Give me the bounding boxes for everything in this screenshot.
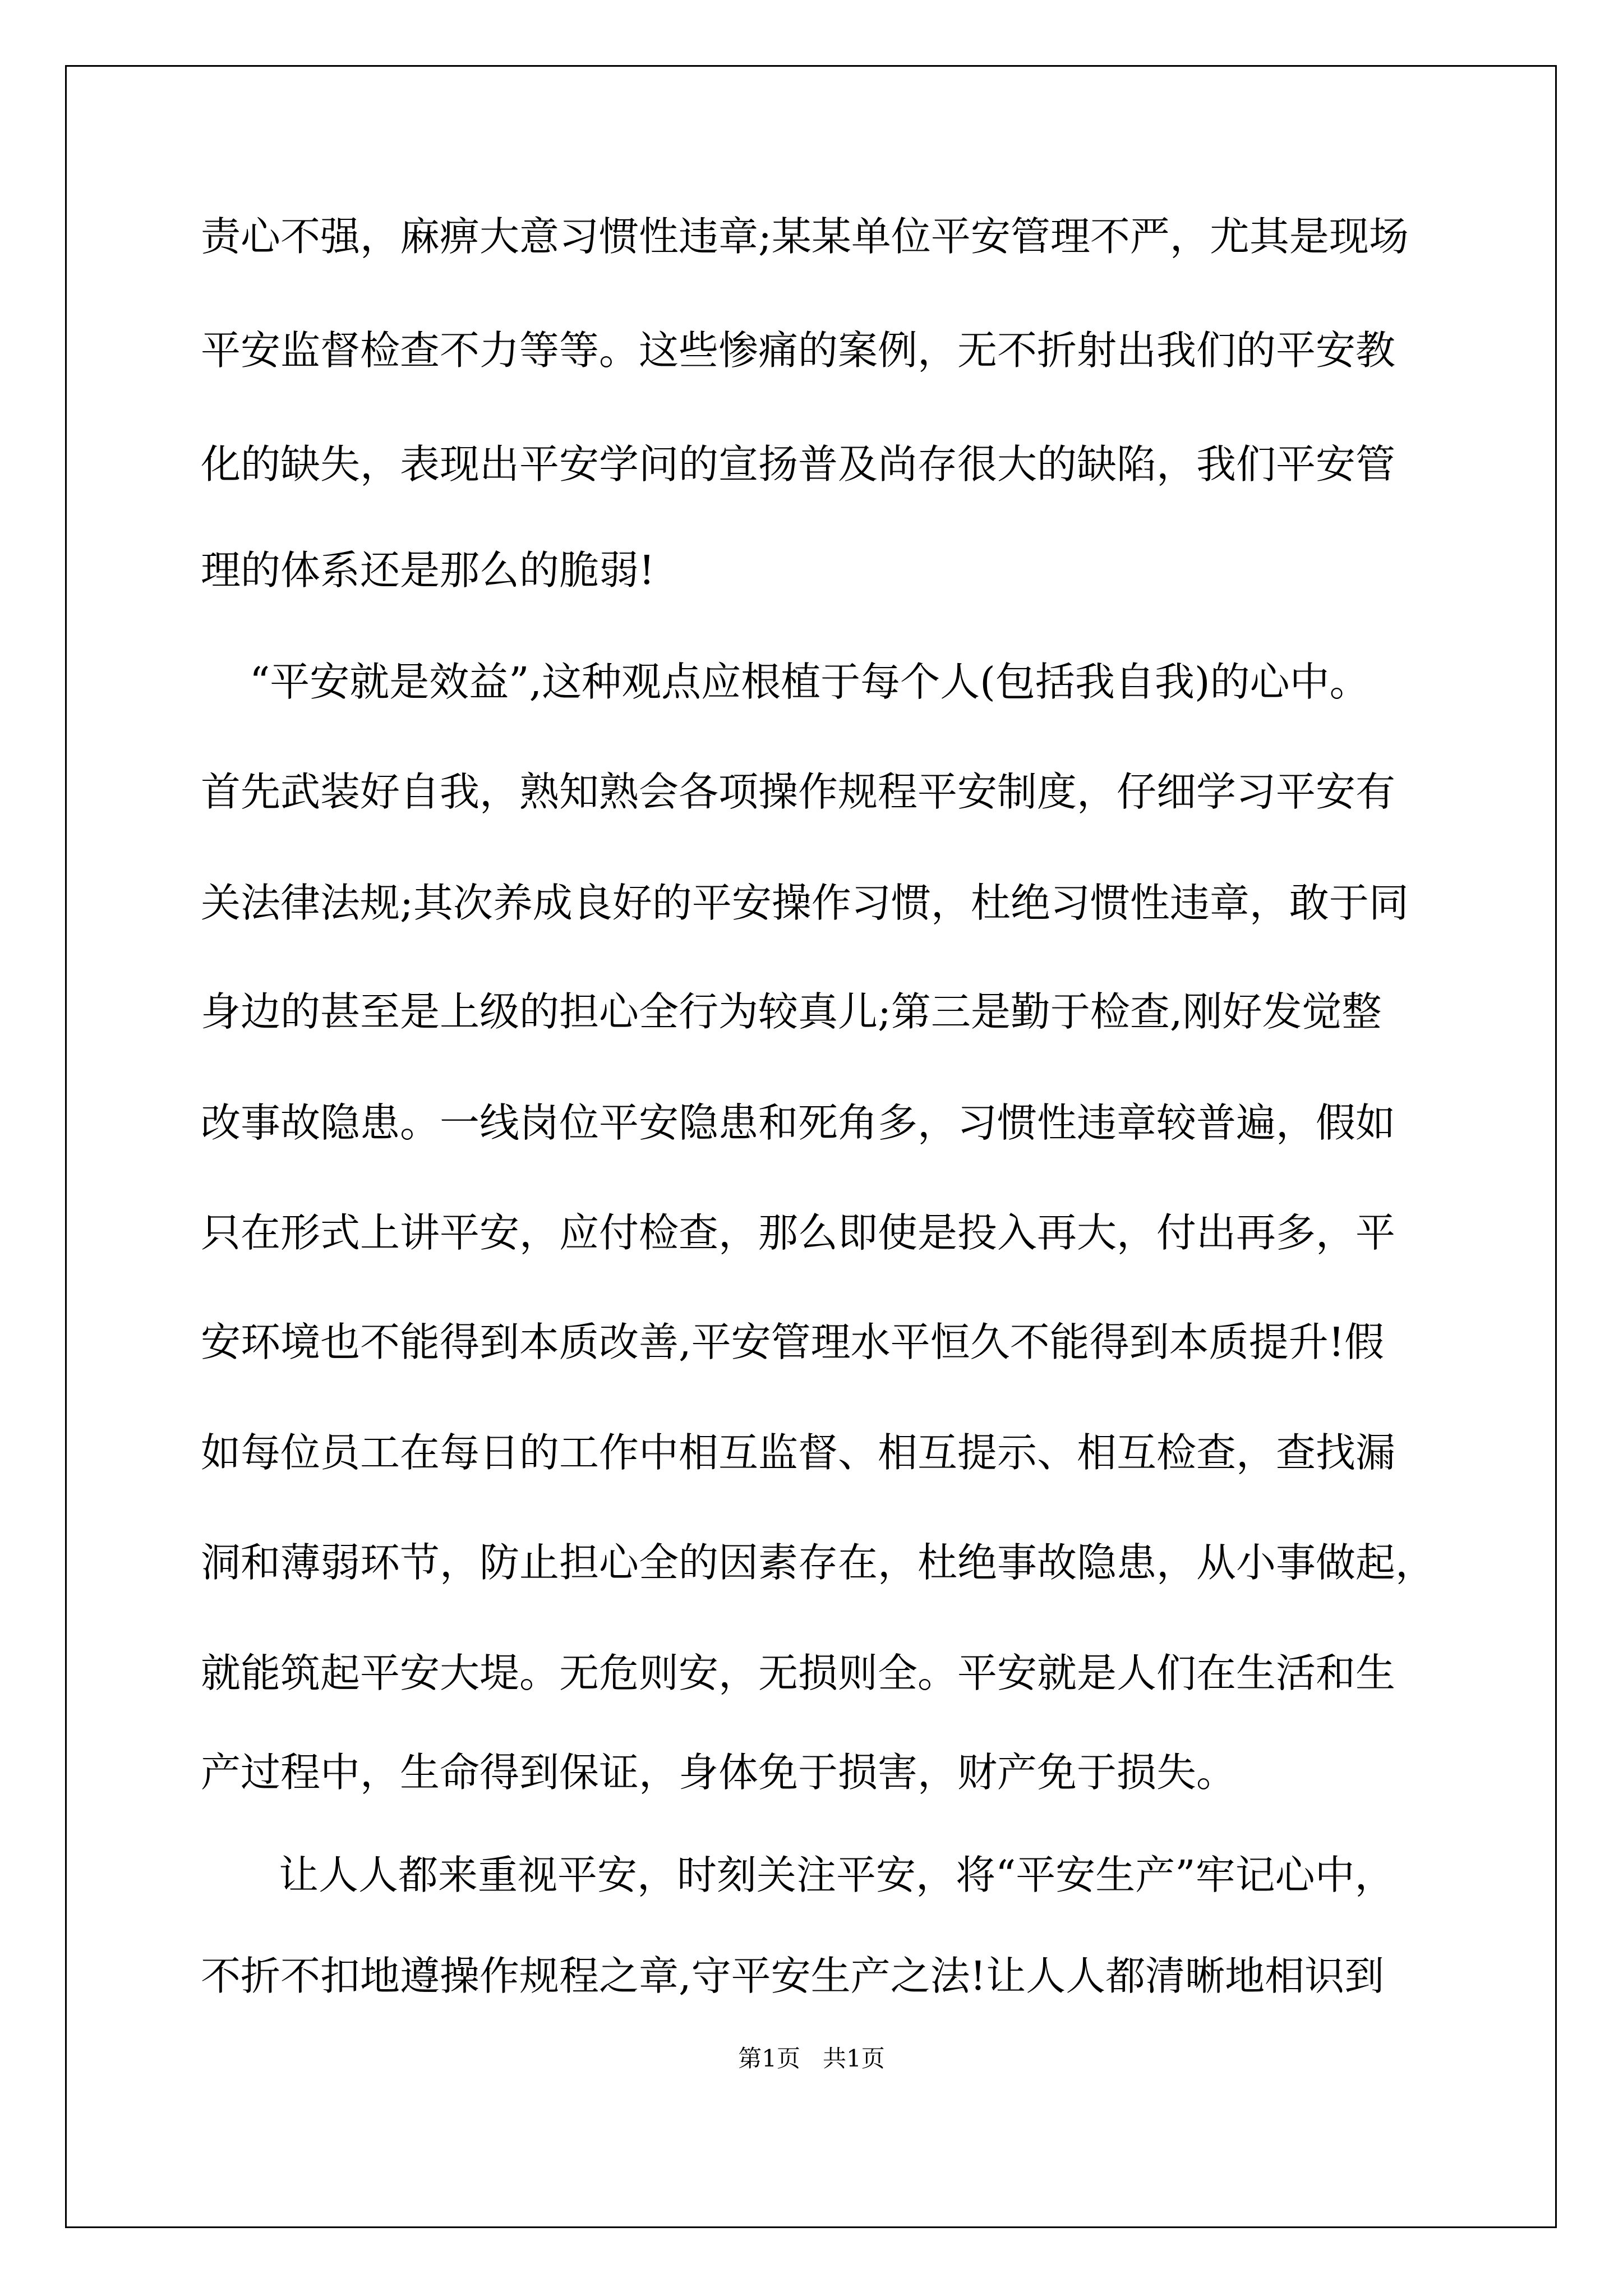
text-line: 安环境也不能得到本质改善,平安管理水平恒久不能得到本质提升!假	[201, 1319, 1385, 1365]
paragraph-first-line: “平安就是效益”,这种观点应根植于每个人(包括我自我)的心中。	[250, 659, 1370, 705]
text-line: 只在形式上讲平安，应付检查，那么即使是投入再大，付出再多，平	[201, 1209, 1396, 1256]
text-line: 理的体系还是那么的脆弱!	[201, 547, 655, 593]
text-line: 产过程中，生命得到保证，身体免于损害，财产免于损失。	[201, 1749, 1237, 1796]
text-line: 身边的甚至是上级的担心全行为较真儿;第三是勤于检查,刚好发觉整	[201, 988, 1382, 1035]
text-line: 改事故隐患。一线岗位平安隐患和死角多，习惯性违章较普遍，假如	[201, 1099, 1396, 1146]
text-line: 如每位员工在每日的工作中相互监督、相互提示、相互检查，查找漏	[201, 1429, 1396, 1476]
page-number: 第1页 共1页	[738, 2045, 885, 2072]
text-line: 首先武装好自我，熟知熟会各项操作规程平安制度，仔细学习平安有	[201, 769, 1396, 815]
text-line: 化的缺失，表现出平安学问的宣扬普及尚存很大的缺陷，我们平安管	[201, 441, 1396, 487]
text-line: 平安监督检查不力等等。这些惨痛的案例，无不折射出我们的平安教	[201, 327, 1396, 374]
text-line: 责心不强，麻痹大意习惯性违章;某某单位平安管理不严，尤其是现场	[201, 213, 1409, 260]
paragraph-first-line: 让人人都来重视平安，时刻关注平安，将“平安生产”牢记心中，	[279, 1852, 1395, 1898]
text-line: 关法律法规;其次养成良好的平安操作习惯，杜绝习惯性违章，敢于同	[201, 880, 1409, 926]
text-line: 洞和薄弱环节，防止担心全的因素存在，杜绝事故隐患，从小事做起，	[201, 1539, 1436, 1586]
text-line: 就能筑起平安大堤。无危则安，无损则全。平安就是人们在生活和生	[201, 1650, 1396, 1696]
text-line: 不折不扣地遵操作规程之章,守平安生产之法!让人人都清晰地相识到	[201, 1953, 1385, 1999]
